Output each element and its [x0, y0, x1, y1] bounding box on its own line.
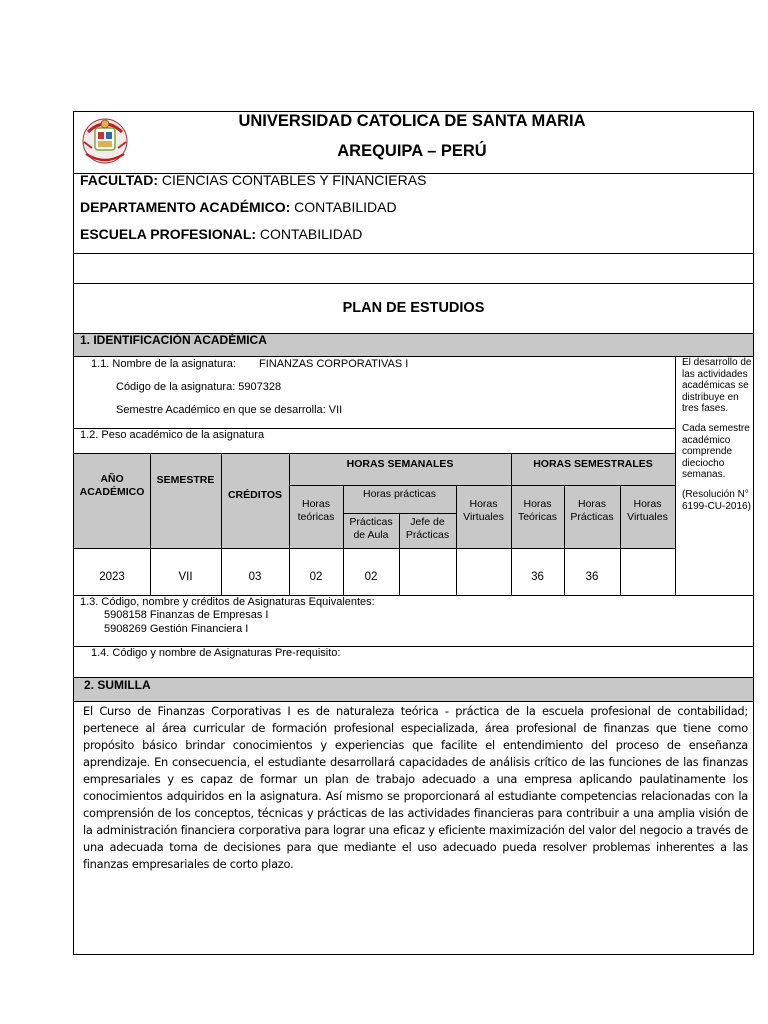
side-note: [682, 357, 752, 520]
header-weekly-hours: HORAS SEMANALES: [346, 457, 454, 470]
value-sem-virtual: [620, 569, 675, 585]
side-note-weeks: Cada semestre académico comprende dieciocho semanas.: [682, 422, 750, 481]
header-virtual-hours: Horas Virtuales: [463, 498, 504, 523]
school-label: ESCUELA PROFESIONAL:: [80, 226, 257, 242]
equivalents-label: 1.3. Código, nombre y créditos de Asignaturas Equivalentes:: [80, 596, 375, 608]
course-code: Código de la asignatura: 5907328: [116, 381, 282, 393]
faculty-value: CIENCIAS CONTABLES Y FINANCIERAS: [158, 172, 427, 188]
header-credits: CRÉDITOS: [227, 488, 283, 501]
prereq-label: 1.4. Código y nombre de Asignaturas Pre-requisito:: [91, 647, 341, 659]
school-line: [80, 226, 362, 242]
header-practice-hours: Horas prácticas: [363, 487, 436, 500]
header-semester: SEMESTRE: [156, 473, 215, 486]
value-sem-theory: 36: [531, 570, 544, 583]
course-name-label: 1.1. Nombre de la asignatura:: [91, 358, 236, 370]
plan-title: PLAN DE ESTUDIOS: [342, 300, 485, 316]
side-note-resolution: (Resolución N° 6199-CU-2016): [682, 488, 751, 512]
value-semester: VII: [178, 570, 193, 583]
value-classroom-practice: 02: [364, 570, 378, 583]
value-virtual: [456, 569, 511, 585]
equivalent-item-1: 5908158 Finanzas de Empresas I: [104, 609, 269, 621]
header-sem-virtual: Horas Virtuales: [627, 498, 668, 523]
value-year: 2023: [99, 570, 125, 583]
department-value: CONTABILIDAD: [290, 199, 397, 215]
value-sem-practice: 36: [585, 570, 599, 583]
header-classroom-practice: Prácticas de Aula: [349, 516, 393, 541]
section2-heading: 2. SUMILLA: [84, 678, 151, 692]
header-sem-theory: Horas Teóricas: [517, 498, 558, 523]
equivalent-item-2: 5908269 Gestión Financiera I: [104, 623, 249, 635]
value-credits: 03: [248, 570, 262, 583]
semester-line: Semestre Académico en que se desarrolla: VII: [116, 404, 343, 416]
department-line: [80, 199, 397, 215]
value-practice-head: [399, 569, 456, 585]
header-sem-practice: Horas Prácticas: [570, 498, 614, 523]
course-name-value: FINANZAS CORPORATIVAS I: [259, 358, 409, 370]
weight-label: 1.2. Peso académico de la asignatura: [80, 429, 265, 441]
city-title: AREQUIPA – PERÚ: [337, 142, 487, 160]
header-theory-hours: Horas teóricas: [297, 498, 335, 523]
faculty-label: FACULTAD:: [80, 172, 159, 188]
header-year: AÑO ACADÉMICO: [79, 473, 145, 498]
university-crest-icon: [80, 114, 130, 166]
summary-text: El Curso de Finanzas Corporativas I es de naturaleza teórica - práctica de la escuela profesional de contabilidad; pertenece al área curricular de formación profesional especializada, área profesional de finanzas que tiene como propósito básico brindar conocimientos y experiencias que facilite el entendimiento del proceso de enseñanza aprendizaje. En consecuencia, el estudiante desarrollará capacidades de análisis crítico de las funciones de las finanzas empresariales y es capaz de formar un plan de trabajo adecuado a una empresa aplicando paulatinamente los conocimientos adquiridos en la asignatura. Así mismo se proporcionará al estudiante competencias relacionadas con la comprensión de los conceptos, técnicas y prácticas de las actividades financieras para contribuir a una amplia visión de la administración financiera corporativa para lograr una eficaz y eficiente maximización del valor del negocio a través de una adecuada toma de decisiones para que mediante el uso adecuado pueda resolver problemas inherentes a las finanzas empresariales de corto plazo.: [83, 704, 748, 871]
department-label: DEPARTAMENTO ACADÉMICO:: [80, 199, 291, 215]
faculty-line: [80, 172, 426, 188]
header-practice-head: Jefe de Prácticas: [405, 516, 450, 541]
value-theory: 02: [309, 570, 323, 583]
header-semester-hours: HORAS SEMESTRALES: [533, 457, 653, 470]
school-value: CONTABILIDAD: [256, 226, 363, 242]
section1-heading: 1. IDENTIFICACIÓN ACADÉMICA: [80, 333, 267, 347]
side-note-phases: El desarrollo de las actividades académicas se distribuye en tres fases.: [682, 357, 752, 415]
university-title: UNIVERSIDAD CATOLICA DE SANTA MARIA: [238, 112, 586, 130]
